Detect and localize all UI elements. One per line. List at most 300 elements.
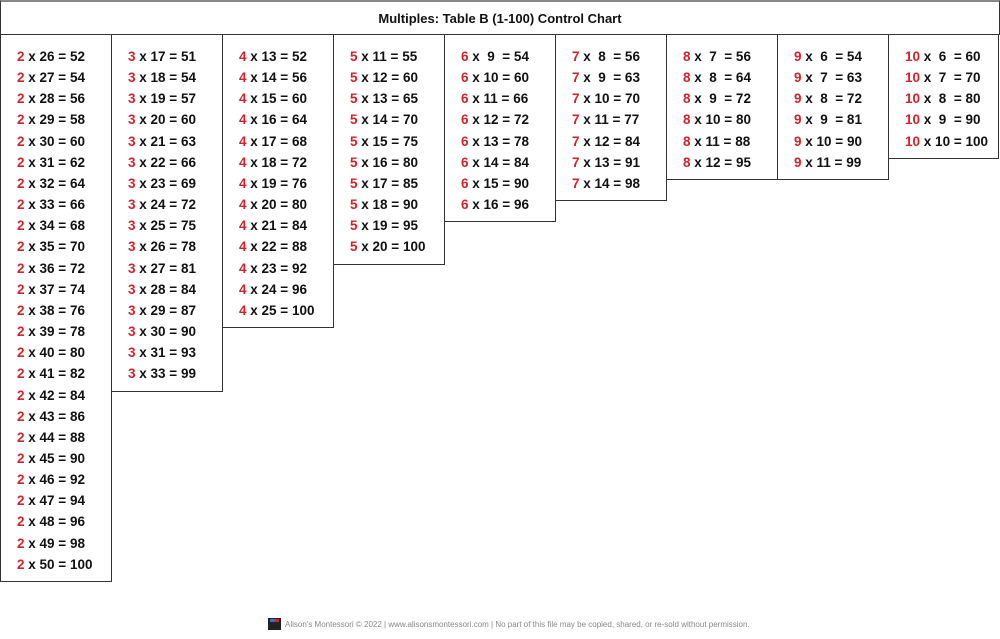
multiple-row	[556, 173, 666, 194]
multiple-expression: x 19 = 76	[250, 175, 307, 191]
multiplier-number: 6	[461, 91, 469, 107]
multiplier-number: 4	[239, 281, 247, 297]
multiplier-number: 4	[239, 91, 247, 107]
multiple-expression: x 38 = 76	[28, 302, 85, 318]
multiplier-number: 9	[794, 112, 802, 128]
multiple-row	[112, 173, 222, 194]
multiplier-number: 6	[461, 112, 469, 128]
multiple-expression: x 33 = 99	[139, 366, 196, 382]
multiple-expression: x 36 = 72	[28, 260, 85, 276]
multiplier-number: 4	[239, 112, 247, 128]
multiplier-number: 2	[17, 535, 25, 551]
multiplier-number: 10	[905, 49, 921, 64]
multiple-expression: x 41 = 82	[28, 366, 85, 382]
multiplier-number: 7	[572, 70, 580, 86]
multiplier-number: 5	[350, 154, 358, 170]
multiple-row	[1, 533, 111, 554]
multiplier-number: 4	[239, 154, 247, 170]
multiple-expression: x 7 = 56	[694, 49, 751, 64]
multiple-expression: x 31 = 62	[28, 154, 85, 170]
multiple-row	[1, 427, 111, 448]
multiple-expression: x 10 = 60	[472, 70, 529, 86]
multiple-expression: x 18 = 54	[139, 70, 196, 86]
multiplier-number: 4	[239, 239, 247, 255]
multiple-row	[1, 109, 111, 130]
multiple-row	[445, 131, 555, 152]
multiple-expression: x 26 = 52	[28, 49, 85, 64]
multiple-expression: x 23 = 69	[139, 175, 196, 191]
multiple-row	[1, 342, 111, 363]
multiple-expression: x 47 = 94	[28, 493, 85, 509]
multiplier-number: 10	[905, 112, 921, 128]
multiplier-number: 2	[17, 387, 25, 403]
multiple-row	[1, 300, 111, 321]
multiple-expression: x 24 = 96	[250, 281, 307, 297]
multiple-row	[112, 215, 222, 236]
multiple-row	[223, 236, 333, 257]
multiple-expression: x 16 = 64	[250, 112, 307, 128]
multiplier-number: 3	[128, 112, 136, 128]
multiple-row	[667, 131, 777, 152]
multiplier-number: 9	[794, 133, 802, 149]
multiplier-number: 2	[17, 175, 25, 191]
multiple-expression: x 12 = 95	[694, 154, 751, 170]
multiplier-number: 2	[17, 429, 25, 445]
multiple-expression: x 6 = 54	[805, 49, 862, 64]
multiple-row	[1, 448, 111, 469]
multiplier-number: 2	[17, 197, 25, 213]
multiple-expression: x 43 = 86	[28, 408, 85, 424]
multiplier-number: 3	[128, 302, 136, 318]
multiple-row	[334, 152, 444, 173]
multiple-expression: x 25 = 100	[250, 302, 315, 318]
multiple-row	[1, 490, 111, 511]
multiple-expression: x 17 = 51	[139, 49, 196, 64]
multiple-row	[1, 385, 111, 406]
multiplier-number: 2	[17, 472, 25, 488]
multiple-expression: x 10 = 80	[694, 112, 751, 128]
multiple-expression: x 12 = 60	[361, 70, 418, 86]
multiple-expression: x 15 = 75	[361, 133, 418, 149]
multiplier-number: 7	[572, 49, 580, 64]
multiplier-number: 3	[128, 197, 136, 213]
multiple-row	[112, 342, 222, 363]
multiplier-number: 6	[461, 70, 469, 86]
multiple-expression: x 50 = 100	[28, 556, 93, 572]
multiplier-number: 8	[683, 133, 691, 149]
multiples-column-10	[888, 34, 999, 159]
multiple-row	[112, 131, 222, 152]
multiple-expression: x 18 = 72	[250, 154, 307, 170]
multiplier-number: 2	[17, 366, 25, 382]
multiple-row	[223, 300, 333, 321]
multiple-expression: x 11 = 77	[583, 112, 640, 128]
multiplier-number: 7	[572, 154, 580, 170]
multiple-row	[667, 46, 777, 67]
multiple-row	[1, 279, 111, 300]
multiple-expression: x 20 = 60	[139, 112, 196, 128]
multiplier-number: 3	[128, 70, 136, 86]
multiple-expression: x 9 = 63	[583, 70, 640, 86]
multiple-expression: x 13 = 65	[361, 91, 418, 107]
multiple-expression: x 31 = 93	[139, 345, 196, 361]
multiple-expression: x 19 = 57	[139, 91, 196, 107]
multiple-expression: x 45 = 90	[28, 450, 85, 466]
multiple-row	[445, 194, 555, 215]
multiple-row	[1, 46, 111, 67]
multiple-expression: x 29 = 58	[28, 112, 85, 128]
multiple-row	[889, 131, 998, 152]
multiple-expression: x 14 = 56	[250, 70, 307, 86]
multiplier-number: 8	[683, 91, 691, 107]
multiplier-number: 9	[794, 70, 802, 86]
multiplier-number: 2	[17, 514, 25, 530]
multiple-row	[556, 131, 666, 152]
multiple-expression: x 44 = 88	[28, 429, 85, 445]
multiplier-number: 5	[350, 239, 358, 255]
multiple-row	[1, 88, 111, 109]
multiples-column-2	[0, 34, 112, 582]
multiple-expression: x 14 = 98	[583, 175, 640, 191]
multiplier-number: 8	[683, 112, 691, 128]
multiple-row	[445, 152, 555, 173]
multiple-row	[556, 67, 666, 88]
multiple-expression: x 9 = 72	[694, 91, 751, 107]
multiple-row	[1, 258, 111, 279]
multiple-row	[1, 152, 111, 173]
multiple-expression: x 40 = 80	[28, 345, 85, 361]
multiple-expression: x 22 = 88	[250, 239, 307, 255]
multiplier-number: 4	[239, 197, 247, 213]
multiple-expression: x 49 = 98	[28, 535, 85, 551]
multiplier-number: 3	[128, 239, 136, 255]
multiplier-number: 7	[572, 133, 580, 149]
multiple-expression: x 15 = 60	[250, 91, 307, 107]
multiple-row	[778, 46, 888, 67]
multiple-expression: x 33 = 66	[28, 197, 85, 213]
multiplier-number: 10	[905, 133, 921, 149]
multiple-expression: x 12 = 72	[472, 112, 529, 128]
multiple-expression: x 12 = 84	[583, 133, 640, 149]
multiple-expression: x 10 = 70	[583, 91, 640, 107]
multiple-row	[778, 131, 888, 152]
multiplier-number: 2	[17, 218, 25, 234]
multiplier-number: 5	[350, 175, 358, 191]
multiple-row	[556, 88, 666, 109]
multiplier-number: 3	[128, 49, 136, 64]
multiple-expression: x 48 = 96	[28, 514, 85, 530]
multiplier-number: 8	[683, 49, 691, 64]
multiple-row	[667, 88, 777, 109]
multiplier-number: 4	[239, 49, 247, 64]
multiplier-number: 3	[128, 366, 136, 382]
multiple-expression: x 21 = 63	[139, 133, 196, 149]
multiple-row	[112, 258, 222, 279]
multiplier-number: 4	[239, 260, 247, 276]
multiple-row	[112, 67, 222, 88]
multiplier-number: 5	[350, 133, 358, 149]
multiple-expression: x 25 = 75	[139, 218, 196, 234]
multiple-row	[556, 46, 666, 67]
multiple-row	[223, 258, 333, 279]
multiplier-number: 4	[239, 175, 247, 191]
multiple-expression: x 11 = 88	[694, 133, 751, 149]
multiple-row	[334, 236, 444, 257]
multiple-row	[112, 88, 222, 109]
multiplier-number: 4	[239, 218, 247, 234]
multiple-row	[112, 109, 222, 130]
multiplier-number: 10	[905, 70, 921, 86]
multiple-expression: x 17 = 85	[361, 175, 418, 191]
multiple-row	[445, 88, 555, 109]
multiplier-number: 6	[461, 175, 469, 191]
multiple-expression: x 13 = 78	[472, 133, 529, 149]
multiplier-number: 2	[17, 281, 25, 297]
multiple-row	[1, 511, 111, 532]
multiplier-number: 7	[572, 91, 580, 107]
multiple-expression: x 30 = 60	[28, 133, 85, 149]
multiple-expression: x 10 = 90	[805, 133, 862, 149]
multiple-expression: x 11 = 55	[361, 49, 418, 64]
multiple-expression: x 16 = 96	[472, 197, 529, 213]
multiple-row	[889, 46, 998, 67]
multiplier-number: 4	[239, 70, 247, 86]
multiple-expression: x 24 = 72	[139, 197, 196, 213]
multiplier-number: 3	[128, 91, 136, 107]
multiplier-number: 2	[17, 493, 25, 509]
multiple-expression: x 28 = 84	[139, 281, 196, 297]
multiple-row	[1, 67, 111, 88]
multiplier-number: 2	[17, 70, 25, 86]
multiple-row	[889, 67, 998, 88]
multiple-row	[223, 67, 333, 88]
multiple-row	[112, 300, 222, 321]
multiple-row	[334, 173, 444, 194]
multiple-expression: x 20 = 80	[250, 197, 307, 213]
multiplier-number: 8	[683, 70, 691, 86]
multiple-expression: x 26 = 78	[139, 239, 196, 255]
multiple-row	[223, 152, 333, 173]
multiple-expression: x 9 = 90	[923, 112, 981, 128]
multiplier-number: 2	[17, 49, 25, 64]
multiple-row	[667, 109, 777, 130]
multiple-row	[112, 321, 222, 342]
multiple-row	[445, 109, 555, 130]
multiples-column-5	[333, 34, 445, 265]
multiple-expression: x 27 = 54	[28, 70, 85, 86]
multiple-expression: x 7 = 63	[805, 70, 862, 86]
multiple-row	[223, 109, 333, 130]
multiplier-number: 2	[17, 324, 25, 340]
footer-text: Alison's Montessori © 2022 | www.alisonsmontessori.com | No part of this file may be copied, shared, or re-sold without permission.	[285, 619, 750, 629]
multiples-column-9	[777, 34, 889, 180]
multiplier-number: 2	[17, 450, 25, 466]
multiplier-number: 5	[350, 49, 358, 64]
multiplier-number: 4	[239, 133, 247, 149]
multiplier-number: 6	[461, 197, 469, 213]
multiplier-number: 3	[128, 133, 136, 149]
multiple-expression: x 17 = 68	[250, 133, 307, 149]
multiple-row	[334, 215, 444, 236]
multiple-row	[889, 109, 998, 130]
multiplier-number: 2	[17, 133, 25, 149]
multiple-expression: x 8 = 72	[805, 91, 862, 107]
multiplier-number: 2	[17, 345, 25, 361]
multiplier-number: 2	[17, 91, 25, 107]
multiple-expression: x 19 = 95	[361, 218, 418, 234]
multiple-row	[223, 173, 333, 194]
multiplier-number: 3	[128, 175, 136, 191]
multiple-row	[1, 363, 111, 384]
multiple-row	[1, 406, 111, 427]
multiple-expression: x 34 = 68	[28, 218, 85, 234]
multiple-row	[445, 173, 555, 194]
multiples-column-7	[555, 34, 667, 201]
multiple-row	[778, 88, 888, 109]
multiple-row	[112, 363, 222, 384]
multiple-expression: x 27 = 81	[139, 260, 196, 276]
footer	[268, 618, 750, 630]
multiple-expression: x 7 = 70	[923, 70, 981, 86]
multiple-row	[445, 67, 555, 88]
multiple-expression: x 13 = 91	[583, 154, 640, 170]
multiple-expression: x 23 = 92	[250, 260, 307, 276]
multiple-expression: x 11 = 99	[805, 154, 862, 170]
multiplier-number: 10	[905, 91, 921, 107]
multiple-row	[1, 236, 111, 257]
multiple-row	[223, 279, 333, 300]
multiple-row	[1, 131, 111, 152]
multiple-row	[1, 554, 111, 575]
multiplier-number: 2	[17, 556, 25, 572]
multiple-row	[334, 109, 444, 130]
multiplier-number: 9	[794, 91, 802, 107]
multiple-expression: x 13 = 52	[250, 49, 307, 64]
multiple-row	[778, 109, 888, 130]
multiple-expression: x 14 = 84	[472, 154, 529, 170]
multiple-expression: x 8 = 64	[694, 70, 751, 86]
multiple-expression: x 6 = 60	[923, 49, 981, 64]
multiplier-number: 2	[17, 239, 25, 255]
multiple-row	[223, 131, 333, 152]
multiplier-number: 6	[461, 154, 469, 170]
multiplier-number: 3	[128, 218, 136, 234]
chart-title: Multiples: Table B (1-100) Control Chart	[0, 0, 1000, 35]
multiple-row	[223, 88, 333, 109]
multiple-row	[334, 88, 444, 109]
multiple-row	[112, 152, 222, 173]
multiple-row	[667, 67, 777, 88]
multiple-expression: x 39 = 78	[28, 324, 85, 340]
multiple-row	[667, 152, 777, 173]
multiple-expression: x 15 = 90	[472, 175, 529, 191]
multiple-row	[112, 194, 222, 215]
multiple-row	[1, 194, 111, 215]
multiple-row	[445, 46, 555, 67]
multiples-column-8	[666, 34, 778, 180]
multiplier-number: 2	[17, 302, 25, 318]
multiplier-number: 2	[17, 260, 25, 276]
multiplier-number: 2	[17, 408, 25, 424]
multiple-expression: x 11 = 66	[472, 91, 529, 107]
multiple-expression: x 37 = 74	[28, 281, 85, 297]
multiples-column-4	[222, 34, 334, 328]
multiple-row	[112, 46, 222, 67]
multiples-column-3	[111, 34, 223, 392]
multiple-expression: x 28 = 56	[28, 91, 85, 107]
multiplier-number: 5	[350, 197, 358, 213]
multiple-row	[334, 46, 444, 67]
multiple-expression: x 8 = 56	[583, 49, 640, 64]
multiple-expression: x 16 = 80	[361, 154, 418, 170]
multiple-expression: x 14 = 70	[361, 112, 418, 128]
multiplier-number: 3	[128, 154, 136, 170]
multiplier-number: 3	[128, 324, 136, 340]
multiple-row	[1, 215, 111, 236]
multiple-expression: x 32 = 64	[28, 175, 85, 191]
multiple-row	[112, 236, 222, 257]
multiple-row	[1, 321, 111, 342]
multiple-expression: x 21 = 84	[250, 218, 307, 234]
multiplier-number: 6	[461, 133, 469, 149]
multiplier-number: 9	[794, 49, 802, 64]
multiple-expression: x 18 = 90	[361, 197, 418, 213]
multiplier-number: 3	[128, 281, 136, 297]
multiple-expression: x 10 = 100	[923, 133, 988, 149]
multiplier-number: 4	[239, 302, 247, 318]
multiplier-number: 2	[17, 154, 25, 170]
multiples-column-6	[444, 34, 556, 222]
multiple-expression: x 42 = 84	[28, 387, 85, 403]
multiplier-number: 2	[17, 112, 25, 128]
multiple-row	[1, 173, 111, 194]
multiplier-number: 5	[350, 218, 358, 234]
multiplier-number: 5	[350, 91, 358, 107]
multiple-expression: x 29 = 87	[139, 302, 196, 318]
multiplier-number: 3	[128, 345, 136, 361]
multiple-row	[556, 152, 666, 173]
alisons-montessori-logo-icon	[268, 618, 281, 630]
multiple-row	[334, 131, 444, 152]
multiple-row	[334, 67, 444, 88]
multiple-row	[112, 279, 222, 300]
multiple-row	[778, 152, 888, 173]
multiple-row	[778, 67, 888, 88]
multiplier-number: 7	[572, 112, 580, 128]
multiple-expression: x 9 = 54	[472, 49, 529, 64]
multiplier-number: 9	[794, 154, 802, 170]
multiplier-number: 8	[683, 154, 691, 170]
multiplier-number: 7	[572, 175, 580, 191]
multiple-expression: x 46 = 92	[28, 472, 85, 488]
multiplier-number: 3	[128, 260, 136, 276]
multiple-expression: x 9 = 81	[805, 112, 862, 128]
multiplier-number: 5	[350, 112, 358, 128]
multiple-row	[334, 194, 444, 215]
multiple-row	[223, 194, 333, 215]
multiple-expression: x 20 = 100	[361, 239, 426, 255]
multiplier-number: 6	[461, 49, 469, 64]
multiplier-number: 5	[350, 70, 358, 86]
multiple-row	[223, 46, 333, 67]
multiple-row	[889, 88, 998, 109]
multiple-expression: x 35 = 70	[28, 239, 85, 255]
multiple-expression: x 30 = 90	[139, 324, 196, 340]
multiple-row	[556, 109, 666, 130]
multiple-row	[223, 215, 333, 236]
multiple-expression: x 8 = 80	[923, 91, 981, 107]
multiple-expression: x 22 = 66	[139, 154, 196, 170]
